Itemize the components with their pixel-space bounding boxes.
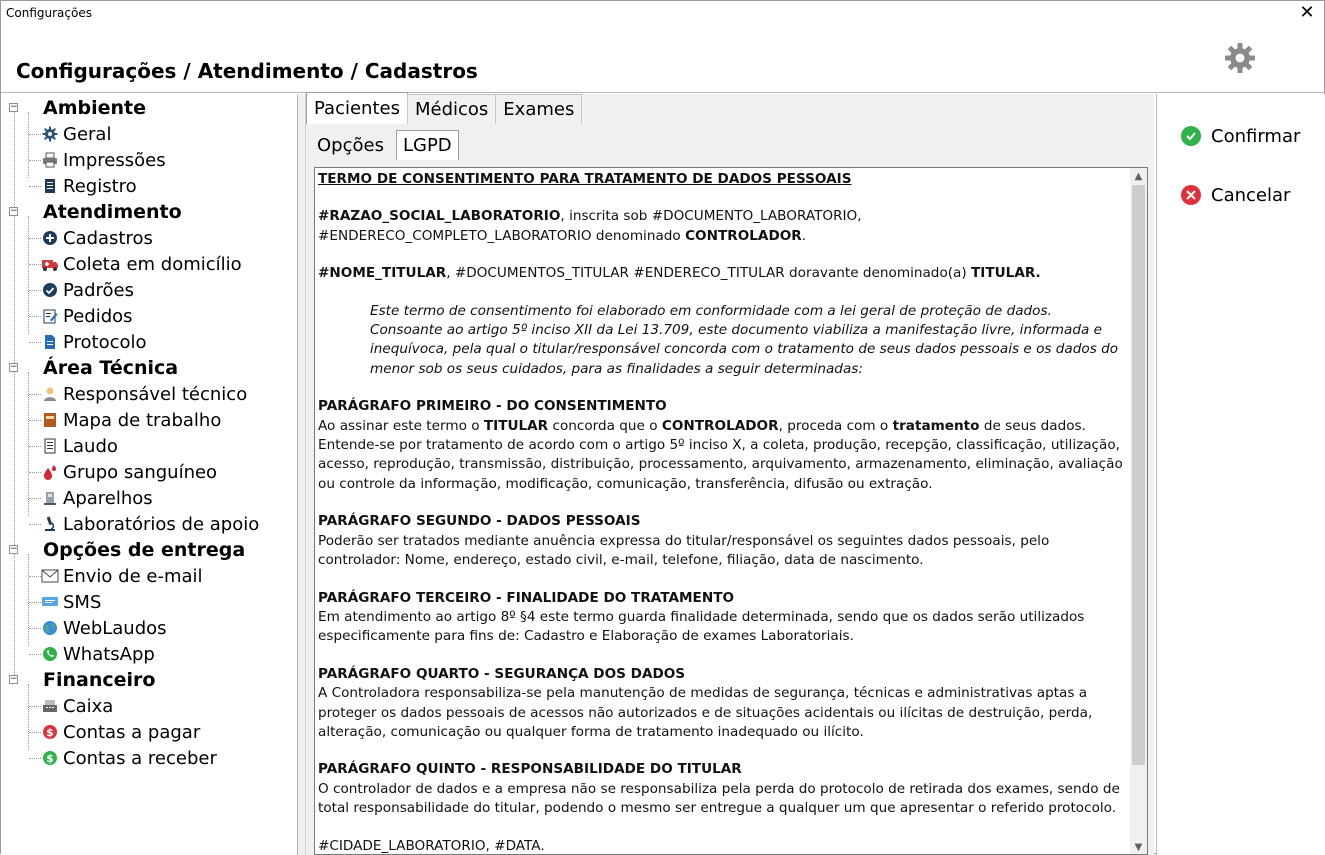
tree-item-laboratorios-apoio[interactable]: [41, 511, 259, 537]
tree-item-label: Caixa: [63, 695, 114, 717]
scroll-up-icon[interactable]: ▲: [1134, 171, 1143, 182]
tree-item-label: Laudo: [63, 435, 118, 457]
tree-group-label: Atendimento: [43, 201, 182, 223]
tree-item-aparelhos[interactable]: [41, 485, 153, 511]
document-text: , #DOCUMENTOS_TITULAR #ENDERECO_TITULAR doravante denominado(a): [446, 265, 972, 282]
tab-lgpd[interactable]: LGPD: [396, 130, 459, 160]
tree-connector: [29, 394, 41, 395]
expander-financeiro[interactable]: −: [10, 674, 18, 684]
cash-register-icon: [41, 697, 59, 715]
document-text: O controlador de dados e a empresa não se responsabiliza pela perda do protocolo de retirada dos exames, sendo de total responsabilidade do titular, podendo o mesmo ser entregue a qualquer um que apresentar o referido protocolo.: [318, 780, 1120, 817]
tree-item-label: WhatsApp: [63, 643, 155, 665]
tab-exames[interactable]: Exames: [495, 94, 582, 124]
tree-item-contas-receber[interactable]: [41, 745, 217, 771]
tree-item-label: Coleta em domicílio: [63, 253, 242, 275]
document-text: .: [801, 227, 807, 244]
primary-tabs: [306, 94, 581, 124]
tree-item-label: Contas a pagar: [63, 721, 201, 743]
tree-item-grupo-sanguineo[interactable]: [41, 459, 217, 485]
tree-connector: [29, 758, 41, 759]
tree-item-label: Contas a receber: [63, 747, 217, 769]
check-circle-icon: [41, 281, 59, 299]
tree-connector: [29, 524, 41, 525]
title-bar: [1, 1, 1325, 29]
blood-drop-icon: [41, 463, 59, 481]
document-section-4: [318, 665, 1124, 743]
tree-connector: [29, 446, 41, 447]
document-title: TERMO DE CONSENTIMENTO PARA TRATAMENTO DE DADOS PESSOAIS: [318, 171, 852, 187]
tree-group-financeiro[interactable]: [43, 667, 155, 693]
expander-atendimento[interactable]: −: [10, 206, 18, 216]
tab-opcoes[interactable]: Opções: [317, 134, 384, 156]
device-icon: [41, 489, 59, 507]
tree-item-label: Envio de e-mail: [63, 565, 203, 587]
document-text: Entende-se por tratamento de acordo com o artigo 5º inciso X, a coleta, produção, recepção, classificação, utilização, acesso, reprodução, transmissão, distribuição, processamento, arquivamento, armazenamento, eliminação, avaliação ou controle da informação, modificação, comunicação, transferência, difusão ou extração.: [318, 437, 1123, 492]
tree-connector: [29, 576, 41, 577]
svg-text:$: $: [46, 752, 54, 765]
consent-document-editor[interactable]: [314, 167, 1148, 855]
tree-item-coleta-domicilio[interactable]: [41, 251, 242, 277]
svg-text:$: $: [46, 726, 54, 739]
cancel-label: Cancelar: [1211, 184, 1291, 206]
document-bold: CONTROLADOR: [661, 417, 779, 434]
tree-connector: [29, 732, 41, 733]
tree-item-label: Cadastros: [63, 227, 153, 249]
tree-connector: [29, 342, 41, 343]
tree-connector: [29, 160, 41, 161]
section-title: PARÁGRAFO PRIMEIRO - DO CONSENTIMENTO: [318, 398, 667, 415]
scrollbar-thumb[interactable]: [1132, 185, 1145, 765]
tree-connector: [29, 628, 41, 629]
tree-item-label: Impressões: [63, 149, 166, 171]
edit-document-icon: [41, 307, 59, 325]
tree-item-impressoes[interactable]: [41, 147, 166, 173]
document-paragraph: [318, 264, 1124, 283]
page-header: [1, 29, 1325, 93]
tree-item-contas-pagar[interactable]: [41, 719, 200, 745]
document-italic-intro: Este termo de consentimento foi elaborado em conformidade com a lei geral de proteção de dados. Consoante ao artigo 5º inciso XII da Lei 13.709, este documento viabiliza a manifestação livre, informada e inequívoca, pela qual o titular/responsável concorda com o tratamento de seus dados pessoais e os dados do menor sob os seus cuidados, para as finalidades a seguir determinadas:: [370, 302, 1119, 377]
tree-item-whatsapp[interactable]: [41, 641, 155, 667]
printer-icon: [41, 151, 59, 169]
dollar-green-icon: [41, 749, 59, 767]
whatsapp-icon: [41, 645, 59, 663]
expander-ambiente[interactable]: −: [10, 102, 18, 112]
tree-connector: [29, 134, 41, 135]
placeholder-nome-titular: #NOME_TITULAR: [318, 265, 447, 282]
tree-item-responsavel-tecnico[interactable]: [41, 381, 247, 407]
tree-item-caixa[interactable]: [41, 693, 113, 719]
document-bold: TITULAR.: [971, 265, 1041, 282]
tree-connector: [29, 264, 41, 265]
tree-item-label: Geral: [63, 123, 112, 145]
tree-connector: [29, 420, 41, 421]
tree-item-label: Mapa de trabalho: [63, 409, 222, 431]
document-text: Ao assinar este termo o: [318, 417, 484, 434]
tree-connector: [29, 706, 41, 707]
document-section-2: [318, 512, 1124, 570]
secondary-tabs: [311, 130, 465, 160]
document-section-3: [318, 589, 1124, 647]
gear-icon[interactable]: [1223, 41, 1257, 75]
document-paragraph: [318, 207, 1124, 246]
tree-item-label: Pedidos: [63, 305, 133, 327]
tree-item-registro[interactable]: [41, 173, 137, 199]
check-circle-icon: [1181, 126, 1201, 146]
tree-item-label: Grupo sanguíneo: [63, 461, 218, 483]
tree-group-ambiente[interactable]: [43, 95, 146, 121]
document-text: concorda que o: [548, 417, 662, 434]
globe-icon: [41, 619, 59, 637]
tree-connector: [28, 554, 29, 646]
tree-item-laudo[interactable]: [41, 433, 118, 459]
document-text: Em atendimento ao artigo 8º §4 este termo guarda finalidade determinada, sendo que os dados serão utilizados especificamente para fins de: Cadastro e Elaboração de exames Laboratoriais.: [318, 608, 1085, 645]
expander-opcoes-entrega[interactable]: −: [10, 544, 18, 554]
gear-icon: [41, 125, 59, 143]
tree-item-label: Padrões: [63, 279, 134, 301]
microscope-icon: [41, 515, 59, 533]
placeholder-razao-social: #RAZAO_SOCIAL_LABORATORIO: [318, 208, 561, 225]
tree-connector: [28, 112, 29, 178]
content-panel: [306, 94, 1154, 855]
document-text: de seus dados.: [979, 417, 1086, 434]
cancel-circle-icon: [1181, 185, 1201, 205]
tree-group-label: Área Técnica: [43, 357, 179, 379]
book-icon: [41, 411, 59, 429]
expander-area-tecnica[interactable]: −: [10, 362, 18, 372]
document-scrollbar[interactable]: [1130, 168, 1147, 855]
tree-item-label: Aparelhos: [63, 487, 153, 509]
tree-item-protocolo[interactable]: [41, 329, 147, 355]
tree-connector: [29, 654, 41, 655]
document-bold: tratamento: [892, 417, 980, 434]
document-bold: CONTROLADOR: [685, 227, 802, 244]
actions-panel: [1156, 94, 1325, 855]
document-text: , inscrita sob #DOCUMENTO_LABORATORIO, #ENDERECO_COMPLETO_LABORATORIO denominado: [318, 208, 862, 244]
person-icon: [41, 385, 59, 403]
tree-connector: [29, 238, 41, 239]
plus-circle-icon: [41, 229, 59, 247]
tree-item-padroes[interactable]: [41, 277, 134, 303]
tree-item-mapa-trabalho[interactable]: [41, 407, 221, 433]
confirm-label: Confirmar: [1211, 125, 1301, 147]
document-icon: [41, 333, 59, 351]
cancel-button[interactable]: [1181, 182, 1290, 208]
document-text: Poderão ser tratados mediante anuência expressa do titular/responsável os seguintes dados pessoais, pelo controlador: Nome, endereço, estado civil, e-mail, telefone, filiação, data de nascimento.: [318, 532, 1050, 569]
close-icon[interactable]: ✕: [1299, 2, 1315, 23]
tree-item-geral[interactable]: [41, 121, 111, 147]
section-title: PARÁGRAFO SEGUNDO - DADOS PESSOAIS: [318, 513, 641, 530]
tree-connector: [29, 472, 41, 473]
document-section-1: [318, 397, 1124, 494]
tree-item-label: Laboratórios de apoio: [63, 513, 260, 535]
scroll-down-icon[interactable]: ▼: [1134, 842, 1143, 853]
document-bold: TITULAR: [483, 417, 549, 434]
ambulance-icon: [41, 255, 59, 273]
tree-item-envio-email[interactable]: [41, 563, 203, 589]
dollar-red-icon: [41, 723, 59, 741]
tree-item-label: SMS: [63, 591, 102, 613]
register-icon: [41, 177, 59, 195]
tree-item-cadastros[interactable]: [41, 225, 153, 251]
document-footer: #CIDADE_LABORATORIO, #DATA.: [318, 837, 545, 854]
tree-group-label: Ambiente: [43, 97, 146, 119]
section-title: PARÁGRAFO QUARTO - SEGURANÇA DOS DADOS: [318, 665, 686, 682]
tree-item-label: WebLaudos: [63, 617, 167, 639]
tree-connector: [29, 186, 41, 187]
tree-connector: [29, 498, 41, 499]
tree-connector: [28, 684, 29, 750]
page-title: Configurações / Atendimento / Cadastros: [16, 59, 478, 83]
tree-item-label: Responsável técnico: [63, 383, 248, 405]
tab-medicos[interactable]: Médicos: [407, 94, 496, 124]
tab-pacientes[interactable]: Pacientes: [306, 92, 408, 124]
tree-group-opcoes-entrega[interactable]: [43, 537, 245, 563]
tree-item-sms[interactable]: [41, 589, 101, 615]
settings-tree-panel: [1, 94, 298, 855]
tree-group-label: Financeiro: [43, 669, 156, 691]
tree-group-label: Opções de entrega: [43, 539, 246, 561]
section-title: PARÁGRAFO QUINTO - RESPONSABILIDADE DO TITULAR: [318, 761, 742, 778]
panel-splitter[interactable]: [298, 94, 306, 855]
report-icon: [41, 437, 59, 455]
tree-item-weblaudos[interactable]: [41, 615, 167, 641]
tree-connector: [29, 290, 41, 291]
tree-item-label: Protocolo: [63, 331, 147, 353]
sms-icon: [41, 593, 59, 611]
document-content: [318, 170, 1124, 855]
tree-connector: [29, 602, 41, 603]
envelope-icon: [41, 567, 59, 585]
tree-connector: [14, 107, 15, 679]
tree-group-area-tecnica[interactable]: [43, 355, 178, 381]
tree-item-pedidos[interactable]: [41, 303, 133, 329]
section-title: PARÁGRAFO TERCEIRO - FINALIDADE DO TRATAMENTO: [318, 589, 735, 606]
tree-item-label: Registro: [63, 175, 137, 197]
confirm-button[interactable]: [1181, 123, 1300, 149]
window-title: Configurações: [6, 6, 92, 20]
document-section-5: [318, 760, 1124, 818]
document-text: , proceda com o: [778, 417, 893, 434]
document-text: A Controladora responsabiliza-se pela manutenção de medidas de segurança, técnicas e administrativas aptas a proteger os dados pessoais de acessos não autorizados e de situações acidentais ou ilícitas de destruição, perda, alteração, comunicação ou qualquer forma de tratamento inadequado ou ilícito.: [318, 685, 1093, 740]
tree-connector: [29, 316, 41, 317]
tree-group-atendimento[interactable]: [43, 199, 182, 225]
